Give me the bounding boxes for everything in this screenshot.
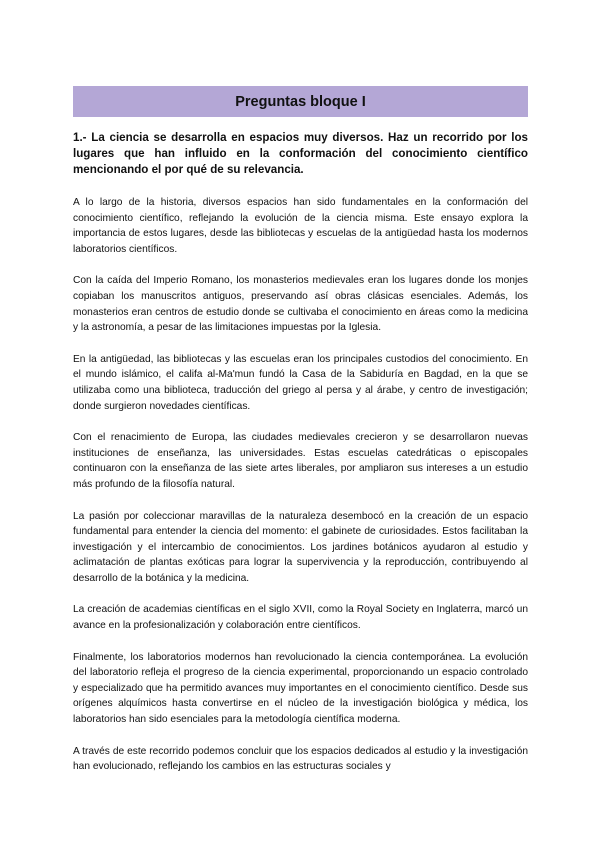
page-title-banner [73,86,528,117]
paragraph-libraries: En la antigüedad, las bibliotecas y las escuelas eran los principales custodios del conocimiento. En el mundo islámico, el califa al-Ma'mun fundó la Casa de la Sabiduría en Bagdad, en la que se utilizaba como una biblioteca, traducción del griego al persa y al árabe, y centro de investigación; donde surgieron novedades científicas. [73,353,528,412]
page-title: Preguntas bloque I [235,93,366,110]
paragraph-conclusion: A través de este recorrido podemos concluir que los espacios dedicados al estudio y la investigación han evolucionado, reflejando los cambios en las estructuras sociales y [73,745,528,773]
paragraph-laboratories: Finalmente, los laboratorios modernos han revolucionado la ciencia contemporánea. La evolución del laboratorio refleja el progreso de la ciencia experimental, proporcionando un espacio controlado y especializado que ha permitido avances muy importantes en el conocimiento científico. Desde sus orígenes alquímicos hasta convertirse en el núcleo de la investigación biológica y médica, los laboratorios han sido esenciales para la metodología científica moderna. [73,651,528,726]
question-heading: 1.- La ciencia se desarrolla en espacios muy diversos. Haz un recorrido por los lugares que han influido en la conformación del conocimiento científico mencionando el por qué de su relevancia. [73,131,528,176]
document-body [73,130,528,791]
paragraph-universities: Con el renacimiento de Europa, las ciudades medievales crecieron y se desarrollaron nuevas instituciones de enseñanza, las universidades. Estas escuelas catedráticas o episcopales continuaron con la enseñanza de las siete artes liberales, por ampliaron sus intereses a un estudio más profundo de la filosofía natural. [73,432,528,490]
paragraph-intro: A lo largo de la historia, diversos espacios han sido fundamentales en la conformación del conocimiento científico, reflejando la evolución de la ciencia misma. Este ensayo explora la importancia de estos lugares, desde las bibliotecas y escuelas de la antigüedad hasta los modernos laboratorios científicos. [73,197,528,255]
paragraph-monasteries: Con la caída del Imperio Romano, los monasterios medievales eran los lugares donde los monjes copiaban los manuscritos antiguos, preservando así obras clásicas esenciales. Además, los monasterios eran centros de estudio donde se cultivaba el conocimiento en áreas como la medicina y la astronomía, a pesar de las limitaciones impuestas por la Iglesia. [73,275,528,334]
paragraph-academies: La creación de academias científicas en el siglo XVII, como la Royal Society en Inglaterra, marcó un avance en la profesionalización y colaboración entre científicos. [73,604,528,632]
paragraph-cabinets-gardens: La pasión por coleccionar maravillas de la naturaleza desembocó en la creación de un espacio fundamental para entender la ciencia del momento: el gabinete de curiosidades. Estos facilitaban la investigación y el intercambio de conocimientos. Los jardines botánicos ayudaron al estudio y aclimatación de plantas exóticas para lograr la supervivencia y la reproducción, contribuyendo al desarrollo de la botánica y la medicina. [73,510,528,584]
